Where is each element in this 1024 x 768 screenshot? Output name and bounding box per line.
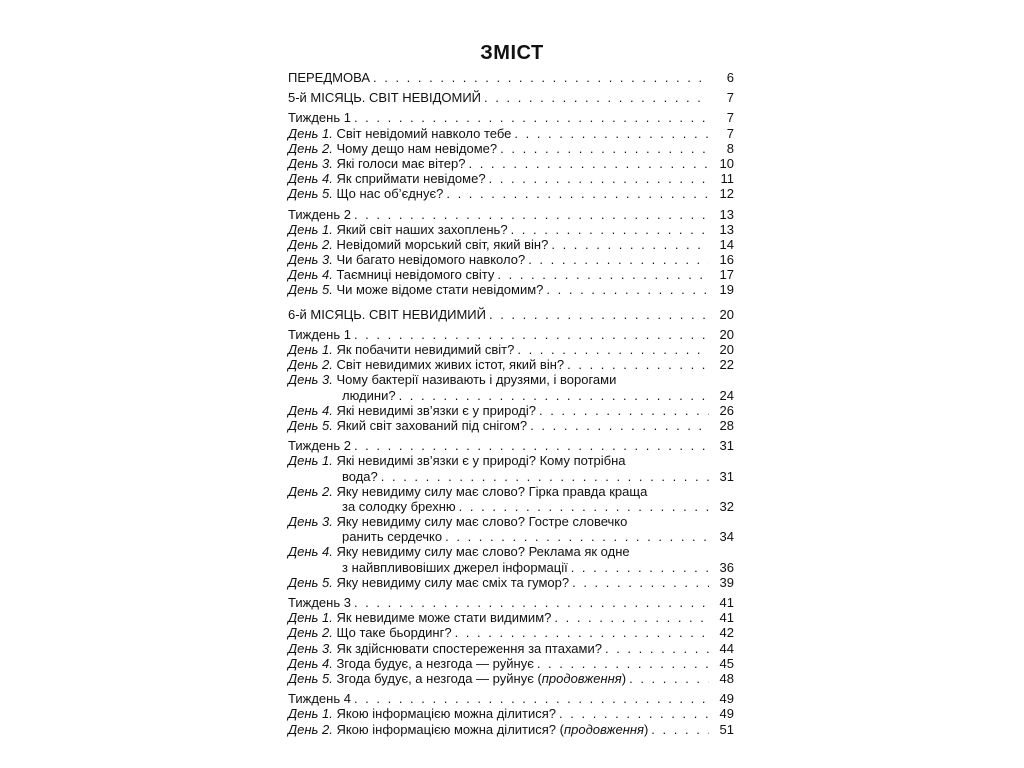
toc-entry-label: Які невидимі зв’язки є у природі?: [336, 402, 536, 418]
toc-entry-label: Чому дещо нам невідоме?: [336, 140, 498, 156]
leader-dots: [514, 126, 709, 141]
toc-entry-text: [288, 126, 511, 141]
toc-day-label: День 1.: [288, 706, 333, 722]
toc-day-label: День 4.: [288, 655, 333, 671]
toc-entry-page: 51: [719, 721, 734, 737]
toc-entry-text: [288, 237, 548, 252]
toc-day-label: День 1.: [288, 221, 333, 237]
toc-entry-label: Яку невидиму силу має слово? Реклама як одне: [336, 544, 630, 560]
leader-dots: [381, 469, 709, 484]
toc-entry-day: [288, 722, 734, 737]
toc-entry-page: 31: [719, 438, 734, 454]
toc-entry-day: [288, 126, 734, 141]
toc-entry-page: 7: [726, 110, 734, 126]
toc-day-label: День 5.: [288, 417, 333, 433]
toc-entry-label-cont: ранить сердечко: [342, 529, 443, 545]
leader-dots: [511, 222, 709, 237]
toc-day-label: День 4.: [288, 267, 333, 283]
toc-entry-day: [288, 641, 734, 656]
toc-day-label: День 2.: [288, 236, 333, 252]
toc-entry-text: [288, 282, 543, 297]
toc-day-label: День 5.: [288, 186, 333, 202]
toc-entry-label: Яку невидиму силу має слово? Гостре словечко: [336, 514, 628, 530]
leader-dots: [399, 388, 709, 403]
toc-entry-label: Яку невидиму силу має слово? Гірка правда краща: [336, 483, 648, 499]
leader-dots: [546, 282, 709, 297]
toc-entry-label: Тиждень 3: [288, 595, 351, 610]
toc-day-label: День 3.: [288, 372, 333, 388]
toc-entry-note: продовження: [541, 670, 622, 686]
toc-entry-text: [288, 252, 525, 267]
toc-entry-label: 6-й МІСЯЦЬ. СВІТ НЕВИДИМИЙ: [288, 306, 486, 322]
toc-entry-week: [288, 110, 734, 125]
leader-dots: [354, 438, 709, 453]
toc-entry-week: [288, 207, 734, 222]
toc-entry-label: Яку невидиму силу має сміх та гумор?: [336, 574, 570, 590]
toc-entry-page: 14: [719, 236, 734, 252]
toc-entry-text: [288, 575, 569, 590]
toc-entry-page: 12: [719, 186, 734, 202]
toc-day-label: День 3.: [288, 514, 333, 530]
toc-entry-day: [288, 625, 734, 640]
toc-entry-day-line: [288, 453, 734, 468]
leader-dots: [484, 90, 709, 105]
toc-entry-page: 8: [726, 140, 734, 156]
leader-dots: [629, 671, 709, 686]
toc-entry-day: [288, 671, 734, 686]
toc-entry-label: Як невидиме може стати видимим?: [336, 610, 552, 626]
toc-entry-label: Чи багато невідомого навколо?: [336, 252, 526, 268]
toc-entry-text: День 5. Згода будує, а незгода — руйнує (продовження): [288, 670, 627, 686]
toc-entry-page: 45: [719, 655, 734, 671]
toc-day-label: День 4.: [288, 171, 333, 187]
toc-entry-label: Що нас об’єднує?: [336, 186, 444, 202]
leader-dots: [537, 656, 709, 671]
toc-entry-day: [288, 469, 734, 484]
toc-entry-text: День 2. Якою інформацією можна ділитися? (продовження): [288, 721, 649, 737]
toc-entry-page: 36: [719, 559, 734, 575]
toc-entry-page: 10: [719, 155, 734, 171]
toc-entry-page: 39: [719, 574, 734, 590]
leader-dots: [497, 267, 709, 282]
leader-dots: [517, 342, 709, 357]
toc-entry-day: [288, 656, 734, 671]
leader-dots: [571, 560, 709, 575]
toc-entry-label: Згода будує, а незгода — руйнує: [336, 670, 534, 686]
toc-entry-page: 16: [719, 252, 734, 268]
toc-entry-label: Як здійснювати спостереження за птахами?: [336, 640, 602, 656]
toc-entry-page: 7: [726, 125, 734, 141]
toc-entry-day-line: [288, 484, 734, 499]
table-of-contents: [288, 70, 734, 737]
toc-day-label: День 3.: [288, 640, 333, 656]
toc-entry-day: [288, 499, 734, 514]
leader-dots: [559, 706, 709, 721]
toc-entry-label: Чому бактерії називають і друзями, і ворогами: [336, 372, 617, 388]
toc-entry-text: [288, 186, 443, 201]
toc-entry-day-line: [288, 514, 734, 529]
toc-entry-label: Згода будує, а незгода — руйнує: [336, 655, 534, 671]
toc-entry-page: 34: [719, 529, 734, 545]
toc-entry-page: 42: [719, 625, 734, 641]
toc-entry-page: 49: [719, 706, 734, 722]
toc-entry-page: 32: [719, 498, 734, 514]
toc-entry-day: [288, 267, 734, 282]
toc-day-label: День 3.: [288, 155, 333, 171]
toc-entry-foreword: [288, 70, 734, 85]
toc-entry-label: Якою інформацією можна ділитися?: [336, 721, 557, 737]
toc-entry-page: 17: [719, 267, 734, 283]
toc-entry-day: [288, 342, 734, 357]
toc-entry-label: Як сприймати невідоме?: [336, 171, 486, 187]
toc-entry-page: 44: [719, 640, 734, 656]
leader-dots: [354, 327, 709, 342]
leader-dots: [354, 110, 709, 125]
toc-entry-day: [288, 418, 734, 433]
toc-entry-week: [288, 438, 734, 453]
toc-entry-page: 20: [719, 326, 734, 342]
toc-entry-day: [288, 403, 734, 418]
toc-day-label: День 5.: [288, 282, 333, 298]
toc-entry-page: 31: [719, 468, 734, 484]
toc-entry-label: Який світ наших захоплень?: [336, 221, 508, 237]
toc-day-label: День 2.: [288, 357, 333, 373]
leader-dots: [530, 418, 709, 433]
toc-entry-text: [288, 267, 494, 282]
toc-entry-day: [288, 186, 734, 201]
toc-entry-label: ПЕРЕДМОВА: [288, 70, 371, 85]
page-title: ЗМІСТ: [480, 42, 544, 64]
toc-entry-day: [288, 560, 734, 575]
toc-entry-page: 13: [719, 206, 734, 222]
toc-entry-text: [288, 706, 556, 721]
toc-entry-label-cont: з найвпливовіших джерел інформації: [342, 559, 568, 575]
toc-entry-page: 48: [719, 670, 734, 686]
leader-dots: [489, 171, 709, 186]
leader-dots: [373, 70, 709, 85]
toc-entry-day: [288, 529, 734, 544]
toc-entry-page: 6: [726, 70, 734, 85]
leader-dots: [605, 641, 709, 656]
toc-entry-day: [288, 171, 734, 186]
toc-entry-month: [288, 90, 734, 105]
toc-entry-page: 7: [726, 90, 734, 106]
toc-day-label: День 2.: [288, 625, 333, 641]
toc-entry-day: [288, 252, 734, 267]
leader-dots: [445, 529, 709, 544]
toc-entry-day: [288, 575, 734, 590]
toc-entry-label-cont: за солодку брехню: [342, 498, 456, 514]
toc-entry-text: [288, 222, 508, 237]
toc-entry-text: [288, 403, 536, 418]
leader-dots: [446, 186, 709, 201]
toc-entry-label: Таємниці невідомого світу: [336, 267, 495, 283]
toc-entry-text: [288, 641, 602, 656]
toc-day-label: День 3.: [288, 252, 333, 268]
toc-entry-text: [288, 357, 564, 372]
toc-day-label: День 1.: [288, 610, 333, 626]
leader-dots: [539, 403, 709, 418]
toc-entry-label: Тиждень 1: [288, 110, 351, 126]
toc-day-label: День 2.: [288, 140, 333, 156]
toc-day-label: День 2.: [288, 721, 333, 737]
toc-entry-page: 13: [719, 221, 734, 237]
toc-entry-page: 22: [719, 357, 734, 373]
toc-day-label: День 5.: [288, 574, 333, 590]
toc-entry-text: [288, 171, 486, 186]
leader-dots: [551, 237, 709, 252]
toc-entry-page: 11: [720, 171, 734, 187]
leader-dots: [572, 575, 709, 590]
toc-entry-day: [288, 222, 734, 237]
toc-entry-page: 20: [719, 342, 734, 357]
toc-entry-text: [288, 610, 551, 625]
toc-entry-text: [288, 418, 527, 433]
toc-entry-day: [288, 706, 734, 721]
toc-entry-day: [288, 237, 734, 252]
toc-entry-note: продовження: [563, 721, 644, 737]
toc-entry-page: 20: [719, 306, 734, 322]
toc-day-label: День 5.: [288, 670, 333, 686]
toc-entry-day: [288, 282, 734, 297]
toc-day-label: День 1.: [288, 125, 333, 141]
toc-entry-day: [288, 141, 734, 156]
leader-dots: [500, 141, 709, 156]
toc-entry-page: 41: [719, 595, 734, 610]
toc-entry-label: Які голоси має вітер?: [336, 155, 466, 171]
toc-day-label: День 1.: [288, 342, 333, 357]
toc-entry-text: [288, 156, 465, 171]
toc-entry-page: 26: [719, 402, 734, 418]
toc-entry-text: [288, 625, 452, 640]
leader-dots: [567, 357, 709, 372]
toc-entry-day: [288, 156, 734, 171]
toc-entry-label: Який світ захований під снігом?: [336, 417, 528, 433]
toc-entry-page: 28: [719, 417, 734, 433]
toc-entry-label: Невідомий морський світ, який він?: [336, 236, 549, 252]
toc-entry-day-line: [288, 372, 734, 387]
toc-entry-label-cont: вода?: [342, 468, 378, 484]
leader-dots: [459, 499, 709, 514]
toc-entry-text: [288, 141, 497, 156]
toc-entry-page: 24: [719, 387, 734, 403]
leader-dots: [354, 595, 709, 610]
toc-entry-label: Які невидимі зв’язки є у природі? Кому потрібна: [336, 453, 626, 469]
leader-dots: [455, 625, 709, 640]
toc-entry-label: Тиждень 1: [288, 326, 351, 342]
leader-dots: [489, 307, 709, 322]
toc-entry-page: 19: [719, 282, 734, 298]
toc-entry-month: [288, 307, 734, 322]
toc-entry-label: Світ невідомий навколо тебе: [336, 125, 512, 141]
leader-dots: [528, 252, 709, 267]
toc-entry-label: Тиждень 2: [288, 438, 351, 454]
toc-day-label: День 1.: [288, 453, 333, 469]
leader-dots: [554, 610, 709, 625]
leader-dots: [468, 156, 709, 171]
leader-dots: [651, 722, 709, 737]
toc-entry-label: 5-й МІСЯЦЬ. СВІТ НЕВІДОМИЙ: [288, 90, 482, 106]
toc-day-label: День 4.: [288, 402, 333, 418]
leader-dots: [354, 691, 709, 706]
leader-dots: [354, 207, 709, 222]
toc-entry-day-line: [288, 544, 734, 559]
toc-entry-week: [288, 691, 734, 706]
toc-entry-page: 41: [719, 610, 734, 626]
toc-entry-day: [288, 388, 734, 403]
toc-entry-label: Що таке бьординг?: [336, 625, 452, 641]
toc-entry-label-cont: людини?: [342, 387, 396, 403]
toc-entry-label: Як побачити невидимий світ?: [336, 342, 515, 357]
toc-entry-week: [288, 327, 734, 342]
toc-entry-text: [288, 342, 514, 357]
toc-day-label: День 2.: [288, 483, 333, 499]
toc-entry-label: Світ невидимих живих істот, який він?: [336, 357, 565, 373]
toc-entry-day: [288, 610, 734, 625]
toc-entry-label: Чи може відоме стати невідомим?: [336, 282, 544, 298]
toc-day-label: День 4.: [288, 544, 333, 560]
toc-entry-label: Тиждень 2: [288, 206, 351, 222]
toc-entry-label: Якою інформацією можна ділитися?: [336, 706, 557, 722]
toc-entry-label: Тиждень 4: [288, 691, 351, 707]
toc-entry-page: 49: [719, 691, 734, 707]
toc-entry-week: [288, 595, 734, 610]
toc-entry-text: [288, 656, 534, 671]
toc-entry-day: [288, 357, 734, 372]
